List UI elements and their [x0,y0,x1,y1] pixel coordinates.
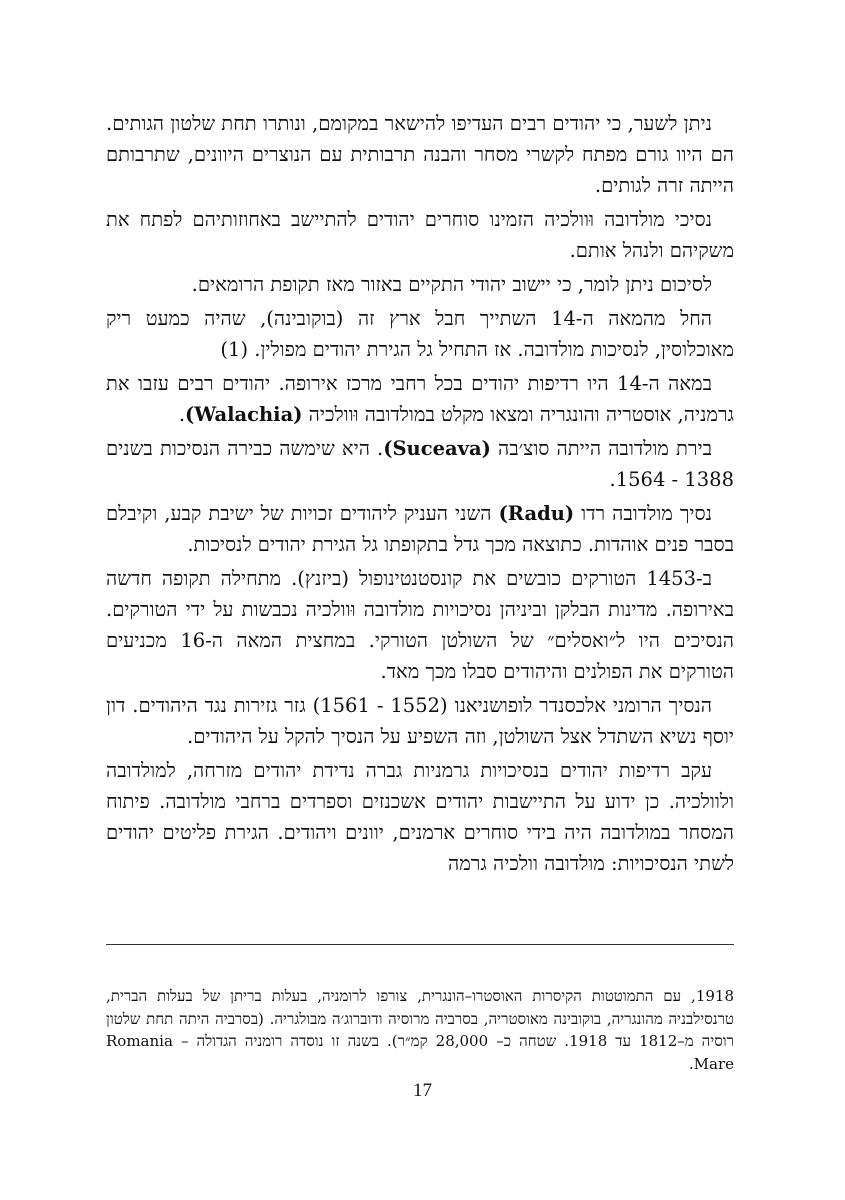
paragraph [106,108,734,201]
paragraph [106,690,734,752]
paragraph [106,755,734,879]
paragraph [106,303,734,365]
latin-term: (Walachia) [185,403,303,426]
paragraph [106,269,734,300]
page-number: 17 [413,1080,432,1101]
paragraph [106,204,734,266]
text-segment: השני העניק ליהודים זכויות של ישיבת קבע, וקיבלם בסבר פנים אוהדות. כתוצאה מכך גדל בתקופתו גל הגירת יהודים לנסיכות. [106,502,734,556]
footnote: 1918, עם התמוטטות הקיסרות האוסטרו–הונגרית, צורפו לרומניה, בעלות בריתן של בעלות הברית, טרנסילבניה מהונגריה, בוקובינה מאוסטריה, בסרביה מרוסיה ודוברוג׳ה מבולגריה. (בסרביה היתה תחת שלטון רוסיה מ–1812 עד 1918. שטחה כ– 28,000 קמ״ר). בשנה זו נוסדה רומניה הגדולה – Romania Mare. [106,987,734,1073]
text-segment: החל מהמאה ה-14 השתייך חבל ארץ זה (בוקובינה), שהיה כמעט ריק מאוכלוסין, לנסיכות מולדובה. אז התחיל גל הגירת יהודים מפולין. (1) [106,307,734,361]
text-segment: במאה ה-14 היו רדיפות יהודים בכל רחבי מרכז אירופה. יהודים רבים עזבו את גרמניה, אוסטריה והונגריה ומצאו מקלט במולדובה וּוולכיה [106,372,734,426]
paragraph [106,563,734,687]
text-segment: בירת מולדובה הייתה סוצ׳בה [490,437,712,460]
text-segment: נסיך מולדובה רדו [574,502,712,525]
text-segment: ב-1453 הטורקים כובשים את קונסטנטינופול (ביזנץ). מתחילה תקופה חדשה באירופה. מדינות הבלקן וביניהן נסיכויות מולדובה וּוולכיה נכבשות על ידי הטורקים. הנסיכים היו ל״ואסלים״ של השולטן הטורקי. במחצית המאה ה-16 מכניעים הטורקים את הפולנים והיהודים סבלו מכך מאד. [106,567,734,683]
text-segment: הנסיך הרומני אלכסנדר לופושניאנו (1552 - 1561) גזר גזירות נגד היהודים. דון יוסף נשיא השתדל אצל השולטן, וזה השפיע על הנסיך להקל על היהודים. [106,694,734,748]
footnote-divider [106,944,734,945]
paragraph [106,433,734,495]
main-text [106,108,734,882]
text-segment: נסיכי מולדובה וּוולכיה הזמינו סוחרים יהודים להתיישב באחוזותיהם לפתח את משקיהם ולנהל אותם. [106,208,734,262]
text-segment: עקב רדיפות יהודים בנסיכויות גרמניות גברה נדידת יהודים מזרחה, למולדובה ולוולכיה. כן ידוע על התיישבות יהודים אשכנזים וספרדים ברחבי מולדובה. פיתוח המסחר במולדובה היה בידי סוחרים ארמנים, יוונים ויהודים. הגירת פליטים יהודים לשתי הנסיכויות: מולדובה וולכיה גרמה [106,759,734,875]
text-segment: . [178,403,186,426]
text-segment: לסיכום ניתן לומר, כי יישוב יהודי התקיים באזור מאז תקופת הרומאים. [191,273,712,296]
latin-term: (Suceava) [383,437,491,460]
paragraph [106,498,734,560]
text-segment: . היא שימשה כבירה הנסיכות בשנים 1388 - 1564. [106,437,734,491]
latin-term: (Radu) [498,502,575,525]
paragraph [106,368,734,430]
text-segment: ניתן לשער, כי יהודים רבים העדיפו להישאר במקומם, ונותרו תחת שלטון הגותים. הם היוו גורם מפתח לקשרי מסחר והבנה תרבותית עם הנוצרים היוונים, שתרבותם הייתה זרה לגותים. [106,112,734,197]
